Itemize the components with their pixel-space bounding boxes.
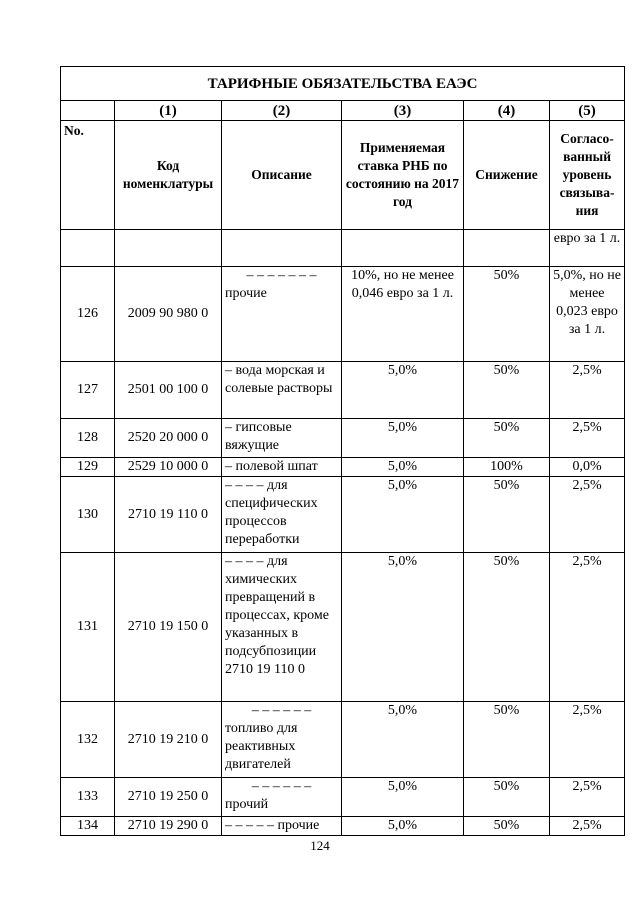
row-code: 2710 19 110 0 [115,477,222,553]
row-reduction: 50% [464,702,550,778]
table-row [61,362,625,419]
row-description [222,458,342,477]
row-code: 2710 19 210 0 [115,702,222,778]
row-code: 2529 10 000 0 [115,458,222,477]
row-reduction: 50% [464,419,550,458]
header-reduction: Снижение [464,121,550,230]
row-code: 2009 90 980 0 [115,267,222,362]
row-description [222,702,342,778]
row-reduction: 50% [464,817,550,836]
row-rate: 10%, но не менее 0,046 евро за 1 л. [342,267,464,362]
row-description [222,553,342,702]
row-description [222,477,342,553]
row-level: 2,5% [550,553,625,702]
row-number: 129 [61,458,115,477]
row-reduction: 50% [464,477,550,553]
description-text: – – – – для химических превращений в процессах, кроме указанных в подсубпозиции 2710 19 110 0 [225,554,329,677]
description-text: – гипсовые вяжущие [225,420,292,453]
row-number: 127 [61,362,115,419]
description-text: прочие [225,286,267,301]
column-number: (1) [115,101,222,121]
row-code: 2501 00 100 0 [115,362,222,419]
row-level: 2,5% [550,362,625,419]
description-text: – вода морская и солевые растворы [225,363,333,396]
row-number: 132 [61,702,115,778]
row-number: 131 [61,553,115,702]
row-number: 134 [61,817,115,836]
header-code: Код номенклатуры [115,121,222,230]
row-rate: 5,0% [342,817,464,836]
row-rate: 5,0% [342,362,464,419]
row-rate: 5,0% [342,702,464,778]
column-number: (2) [222,101,342,121]
row-number: 128 [61,419,115,458]
header-rate: Применяемая ставка РНБ по состоянию на 2017 год [342,121,464,230]
row-level: 2,5% [550,702,625,778]
description-dashes: – – – – – – [251,779,312,794]
table-row [61,702,625,778]
row-rate: 5,0% [342,553,464,702]
row-code: 2710 19 290 0 [115,817,222,836]
row-code: 2710 19 150 0 [115,553,222,702]
header-description: Описание [222,121,342,230]
row-level: 2,5% [550,419,625,458]
tariff-table [60,66,625,836]
table-row [61,477,625,553]
row-reduction: 100% [464,458,550,477]
table-row [61,419,625,458]
row-reduction: 50% [464,362,550,419]
page-number: 124 [310,838,330,853]
description-text: прочий [225,797,269,812]
row-code: 2520 20 000 0 [115,419,222,458]
column-number: (4) [464,101,550,121]
description-text: – полевой шпат [225,459,318,474]
row-description [222,778,342,817]
row-rate: 5,0% [342,778,464,817]
table-row [61,458,625,477]
table-row [61,267,625,362]
description-text: – – – – для специфических процессов переработки [225,478,318,547]
continuation-level: евро за 1 л. [550,230,625,267]
description-dashes: – – – – – – – [246,268,317,283]
row-rate: 5,0% [342,458,464,477]
row-description [222,267,342,362]
description-dashes: – – – – – – [251,703,312,718]
row-reduction: 50% [464,778,550,817]
row-level: 2,5% [550,778,625,817]
table-row [61,778,625,817]
header-no: No. [61,121,115,230]
row-description [222,419,342,458]
description-text: топливо для реактивных двигателей [225,721,298,772]
row-level: 5,0%, но не менее 0,023 евро за 1 л. [550,267,625,362]
row-code: 2710 19 250 0 [115,778,222,817]
column-number: (5) [550,101,625,121]
row-reduction: 50% [464,553,550,702]
row-number: 126 [61,267,115,362]
row-level: 2,5% [550,477,625,553]
row-reduction: 50% [464,267,550,362]
table-row [61,817,625,836]
row-number: 130 [61,477,115,553]
row-description [222,817,342,836]
header-level: Согласо-ванный уровень связыва-ния [550,121,625,230]
row-number: 133 [61,778,115,817]
row-rate: 5,0% [342,477,464,553]
row-description [222,362,342,419]
column-number: (3) [342,101,464,121]
row-level: 0,0% [550,458,625,477]
row-rate: 5,0% [342,419,464,458]
table-title: ТАРИФНЫЕ ОБЯЗАТЕЛЬСТВА ЕАЭС [61,67,625,101]
table-row [61,553,625,702]
description-text: – – – – – прочие [225,818,320,833]
row-level: 2,5% [550,817,625,836]
table-body [61,267,625,836]
